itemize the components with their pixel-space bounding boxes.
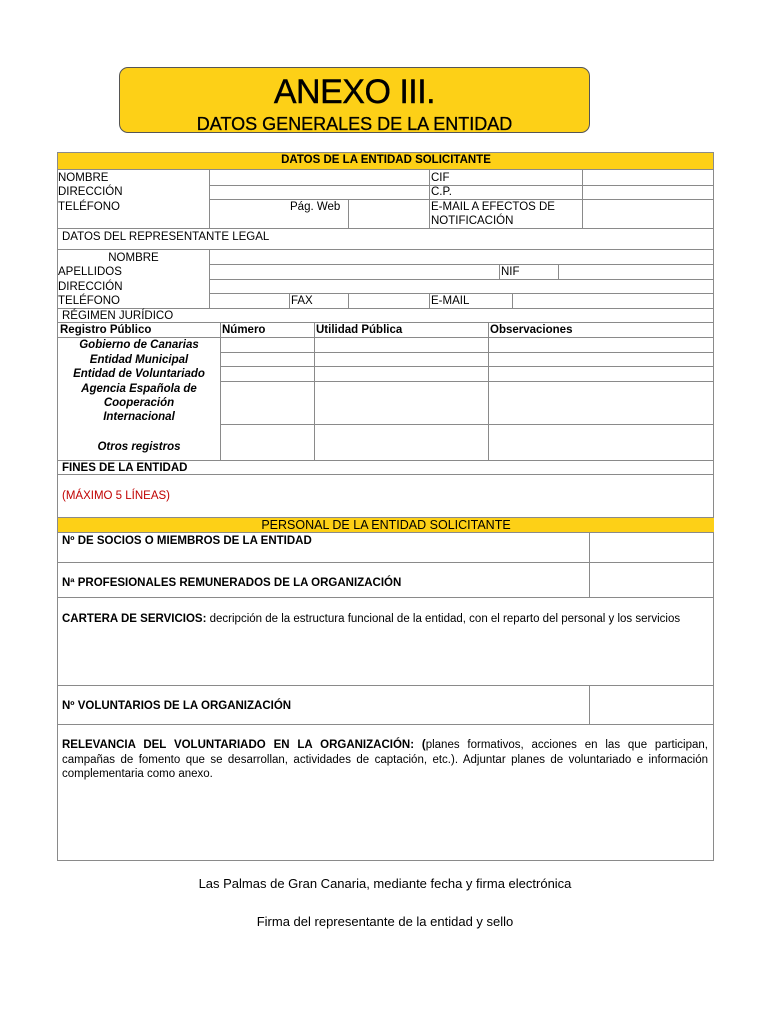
registro-aecid-1: Agencia Española de — [81, 383, 197, 395]
regimen-utilidad-column[interactable] — [315, 338, 488, 460]
registro-otros: Otros registros — [97, 441, 181, 453]
relevancia-description: planes formativos, acciones en las que participan, campañas de fomento que se desarrollan, actividades de captación, etc.). Adjuntar planes de voluntariado e información complementaria como anexo. — [62, 739, 708, 780]
registro-aecid-3: Internacional — [103, 411, 175, 423]
rep-field-nif[interactable] — [559, 265, 713, 279]
rep-field-email[interactable] — [513, 294, 713, 308]
cartera-text — [62, 612, 708, 627]
cartera-field[interactable] — [58, 642, 713, 685]
entidad-section-title: DATOS DE LA ENTIDAD SOLICITANTE — [281, 154, 491, 166]
rep-label-nombre: NOMBRE — [108, 252, 159, 264]
field-cp[interactable] — [583, 186, 713, 199]
relevancia-text — [62, 738, 708, 782]
footer-place-date: Las Palmas de Gran Canaria, mediante fecha y firma electrónica — [198, 876, 572, 891]
field-nombre[interactable] — [210, 170, 429, 185]
regimen-title: RÉGIMEN JURÍDICO — [62, 310, 174, 322]
profesionales-field[interactable] — [590, 563, 713, 597]
rep-label-fax: FAX — [291, 295, 313, 307]
label-direccion: DIRECCIÓN — [58, 186, 123, 198]
rep-field-telefono[interactable] — [210, 294, 289, 308]
label-email-notif-2: NOTIFICACIÓN — [431, 215, 514, 227]
rep-field-direccion[interactable] — [210, 280, 713, 293]
rep-label-nif: NIF — [501, 266, 520, 278]
rep-field-apellidos[interactable] — [210, 265, 499, 279]
label-email-notif-1: E-MAIL A EFECTOS DE — [431, 201, 555, 213]
regimen-numero-column[interactable] — [221, 338, 314, 460]
field-pag-web[interactable] — [349, 200, 429, 228]
regimen-header-numero: Número — [222, 324, 266, 336]
label-cp: C.P. — [431, 186, 452, 198]
fines-title: FINES DE LA ENTIDAD — [62, 462, 188, 474]
socios-label: Nº DE SOCIOS O MIEMBROS DE LA ENTIDAD — [62, 535, 312, 547]
registro-entidad-municipal: Entidad Municipal — [89, 354, 189, 366]
registro-aecid-2: Cooperación — [103, 397, 175, 409]
regimen-header-utilidad: Utilidad Pública — [316, 324, 403, 336]
field-cif[interactable] — [583, 170, 713, 185]
field-direccion[interactable] — [210, 186, 429, 199]
page-subtitle: DATOS GENERALES DE LA ENTIDAD — [196, 114, 513, 134]
page-title: ANEXO III. — [273, 73, 436, 111]
title-banner — [119, 67, 590, 133]
relevancia-label: RELEVANCIA DEL VOLUNTARIADO EN LA ORGANIZACIÓN: ( — [62, 739, 426, 751]
fines-field[interactable] — [58, 475, 713, 517]
label-pag-web: Pág. Web — [290, 201, 341, 213]
rep-label-direccion: DIRECCIÓN — [58, 281, 123, 293]
voluntarios-label: Nº VOLUNTARIOS DE LA ORGANIZACIÓN — [62, 700, 292, 712]
rep-field-nombre[interactable] — [210, 250, 713, 264]
socios-field[interactable] — [590, 533, 713, 562]
voluntarios-field[interactable] — [590, 686, 713, 724]
field-telefono[interactable] — [210, 200, 290, 228]
cartera-label: CARTERA DE SERVICIOS: — [62, 613, 207, 625]
cartera-description: decripción de la estructura funcional de la entidad, con el reparto del personal y los servicios — [206, 613, 681, 625]
registro-gobierno-canarias: Gobierno de Canarias — [79, 339, 199, 351]
label-telefono: TELÉFONO — [58, 201, 120, 213]
fines-note: (MÁXIMO 5 LÍNEAS) — [62, 490, 170, 502]
regimen-observaciones-column[interactable] — [489, 338, 713, 460]
label-nombre: NOMBRE — [58, 172, 109, 184]
rep-label-email: E-MAIL — [431, 295, 470, 307]
profesionales-label: Nª PROFESIONALES REMUNERADOS DE LA ORGANIZACIÓN — [62, 577, 402, 589]
label-cif: CIF — [431, 172, 450, 184]
registro-entidad-voluntariado: Entidad de Voluntariado — [73, 368, 205, 380]
representante-title: DATOS DEL REPRESENTANTE LEGAL — [62, 231, 270, 243]
relevancia-field[interactable] — [58, 785, 713, 860]
rep-label-apellidos: APELLIDOS — [58, 266, 122, 278]
field-email-notif[interactable] — [583, 200, 713, 228]
footer-signature: Firma del representante de la entidad y sello — [256, 914, 514, 929]
rep-field-fax[interactable] — [349, 294, 429, 308]
regimen-header-registro: Registro Público — [60, 324, 152, 336]
regimen-header-observaciones: Observaciones — [490, 324, 573, 336]
personal-section-title: PERSONAL DE LA ENTIDAD SOLICITANTE — [261, 518, 511, 532]
rep-label-telefono: TELÉFONO — [58, 295, 120, 307]
